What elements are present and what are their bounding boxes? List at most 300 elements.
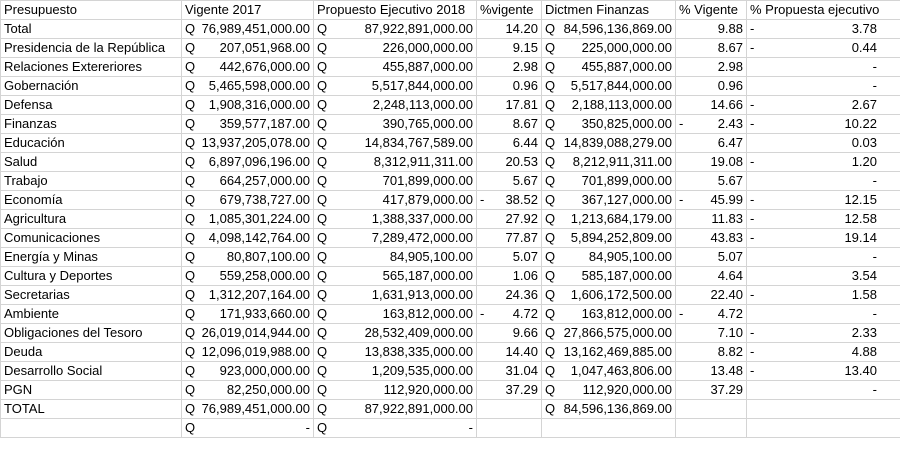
cell-vigente-2017[interactable]: [182, 39, 314, 58]
cell-dictamen-finanzas[interactable]: [542, 229, 676, 248]
currency-symbol: Q: [545, 287, 556, 302]
cell-pct-propuesta-ejecutivo[interactable]: [747, 153, 900, 172]
cell-pct-propuesta-ejecutivo[interactable]: [747, 381, 900, 400]
percent-value: 14.66: [710, 97, 743, 112]
amount-value: 87,922,891,000.00: [364, 401, 473, 416]
row-label: Energía y Minas: [4, 249, 98, 264]
cell-pct-vigente-dictamen[interactable]: [676, 305, 747, 324]
cell-pct-propuesta-ejecutivo[interactable]: [747, 267, 900, 286]
currency-symbol: Q: [317, 420, 328, 435]
cell-pct-vigente-dictamen[interactable]: [676, 324, 747, 343]
table-row: [1, 305, 900, 324]
cell-presupuesto[interactable]: [1, 362, 182, 381]
cell-pct-vigente-dictamen[interactable]: [676, 248, 747, 267]
cell-presupuesto[interactable]: [1, 343, 182, 362]
cell-vigente-2017[interactable]: [182, 153, 314, 172]
cell-propuesto-2018[interactable]: [314, 153, 477, 172]
cell-pct-vigente[interactable]: [477, 343, 542, 362]
sign-indicator: -: [750, 211, 755, 226]
cell-propuesto-2018[interactable]: [314, 229, 477, 248]
cell-pct-propuesta-ejecutivo[interactable]: [747, 39, 900, 58]
cell-pct-vigente[interactable]: [477, 210, 542, 229]
cell-pct-vigente-dictamen[interactable]: [676, 20, 747, 39]
currency-symbol: Q: [545, 135, 556, 150]
cell-pct-vigente-dictamen[interactable]: [676, 172, 747, 191]
cell-presupuesto[interactable]: [1, 134, 182, 153]
amount-value: 112,920,000.00: [582, 382, 672, 397]
cell-presupuesto[interactable]: [1, 172, 182, 191]
cell-propuesto-2018[interactable]: [314, 267, 477, 286]
cell-presupuesto[interactable]: [1, 191, 182, 210]
header-row: [1, 1, 900, 20]
amount-value: 5,517,844,000.00: [570, 78, 672, 93]
amount-value: 14,834,767,589.00: [364, 135, 473, 150]
cell-vigente-2017[interactable]: [182, 191, 314, 210]
percent-value: 4.72: [512, 306, 538, 321]
cell-vigente-2017[interactable]: [182, 267, 314, 286]
cell-presupuesto[interactable]: [1, 153, 182, 172]
cell-vigente-2017[interactable]: [182, 305, 314, 324]
cell-pct-vigente-dictamen[interactable]: [676, 286, 747, 305]
sign-indicator: -: [750, 40, 755, 55]
percent-value: 77.87: [505, 230, 538, 245]
cell-pct-vigente[interactable]: [477, 115, 542, 134]
currency-symbol: Q: [185, 40, 196, 55]
cell-pct-propuesta-ejecutivo[interactable]: [747, 96, 900, 115]
percent-value: -: [872, 306, 877, 321]
cell-pct-vigente[interactable]: [477, 39, 542, 58]
amount-value: 1,213,684,179.00: [570, 211, 672, 226]
cell-dictamen-finanzas[interactable]: [542, 153, 676, 172]
cell-pct-vigente[interactable]: [477, 77, 542, 96]
amount-value: 350,825,000.00: [581, 116, 672, 131]
cell-propuesto-2018[interactable]: [314, 134, 477, 153]
cell-presupuesto[interactable]: [1, 419, 182, 438]
cell-pct-vigente[interactable]: [477, 153, 542, 172]
cell-pct-vigente[interactable]: [477, 305, 542, 324]
cell-dictamen-finanzas[interactable]: [542, 77, 676, 96]
cell-propuesto-2018[interactable]: [314, 286, 477, 305]
cell-vigente-2017[interactable]: [182, 58, 314, 77]
cell-pct-vigente[interactable]: [477, 362, 542, 381]
percent-value: 7.10: [717, 325, 743, 340]
cell-propuesto-2018[interactable]: [314, 381, 477, 400]
cell-vigente-2017[interactable]: [182, 400, 314, 419]
cell-pct-propuesta-ejecutivo[interactable]: [747, 58, 900, 77]
cell-pct-propuesta-ejecutivo[interactable]: [747, 191, 900, 210]
currency-symbol: Q: [185, 249, 196, 264]
cell-pct-vigente[interactable]: [477, 324, 542, 343]
row-label: Defensa: [4, 97, 53, 112]
table-row: [1, 400, 900, 419]
percent-value: 13.48: [710, 363, 743, 378]
cell-propuesto-2018[interactable]: [314, 248, 477, 267]
sign-indicator: -: [750, 325, 755, 340]
cell-dictamen-finanzas[interactable]: [542, 210, 676, 229]
cell-dictamen-finanzas[interactable]: [542, 419, 676, 438]
currency-symbol: Q: [317, 287, 328, 302]
cell-propuesto-2018[interactable]: [314, 20, 477, 39]
cell-vigente-2017[interactable]: [182, 343, 314, 362]
currency-symbol: Q: [545, 97, 556, 112]
currency-symbol: Q: [185, 59, 196, 74]
currency-symbol: Q: [545, 401, 556, 416]
sign-indicator: -: [750, 363, 755, 378]
currency-symbol: Q: [545, 249, 556, 264]
cell-propuesto-2018[interactable]: [314, 115, 477, 134]
currency-symbol: Q: [317, 59, 328, 74]
table-row: [1, 39, 900, 58]
cell-pct-propuesta-ejecutivo[interactable]: [747, 20, 900, 39]
amount-value: 390,765,000.00: [382, 116, 473, 131]
amount-value: 8,312,911,311.00: [373, 154, 473, 169]
table-row: [1, 96, 900, 115]
sign-indicator: -: [750, 97, 755, 112]
header-cell-vigente-2017[interactable]: Vigente 2017: [182, 1, 314, 20]
cell-vigente-2017[interactable]: [182, 381, 314, 400]
cell-vigente-2017[interactable]: [182, 210, 314, 229]
cell-pct-vigente[interactable]: [477, 20, 542, 39]
cell-propuesto-2018[interactable]: [314, 191, 477, 210]
sign-indicator: -: [750, 192, 755, 207]
percent-value: 3.54: [851, 268, 877, 283]
cell-pct-vigente-dictamen[interactable]: [676, 267, 747, 286]
currency-symbol: Q: [185, 211, 196, 226]
cell-propuesto-2018[interactable]: [314, 305, 477, 324]
table-row: [1, 343, 900, 362]
cell-pct-propuesta-ejecutivo[interactable]: [747, 286, 900, 305]
amount-value: 87,922,891,000.00: [364, 21, 473, 36]
cell-propuesto-2018[interactable]: [314, 210, 477, 229]
cell-vigente-2017[interactable]: [182, 248, 314, 267]
percent-value: 43.83: [710, 230, 743, 245]
currency-symbol: Q: [185, 21, 196, 36]
currency-symbol: Q: [317, 249, 328, 264]
cell-propuesto-2018[interactable]: [314, 172, 477, 191]
sign-indicator: -: [750, 344, 755, 359]
cell-pct-vigente-dictamen[interactable]: [676, 381, 747, 400]
currency-symbol: Q: [545, 306, 556, 321]
cell-pct-vigente[interactable]: [477, 400, 542, 419]
cell-dictamen-finanzas[interactable]: [542, 400, 676, 419]
cell-dictamen-finanzas[interactable]: [542, 381, 676, 400]
amount-value: 80,807,100.00: [226, 249, 310, 264]
currency-symbol: Q: [545, 230, 556, 245]
cell-pct-propuesta-ejecutivo[interactable]: [747, 248, 900, 267]
cell-pct-vigente[interactable]: [477, 96, 542, 115]
cell-dictamen-finanzas[interactable]: [542, 191, 676, 210]
cell-pct-vigente-dictamen[interactable]: [676, 229, 747, 248]
cell-presupuesto[interactable]: [1, 39, 182, 58]
row-label: Economía: [4, 192, 63, 207]
amount-value: 5,894,252,809.00: [570, 230, 672, 245]
currency-symbol: Q: [185, 154, 196, 169]
cell-pct-propuesta-ejecutivo[interactable]: [747, 324, 900, 343]
amount-value: 1,312,207,164.00: [208, 287, 310, 302]
cell-propuesto-2018[interactable]: [314, 400, 477, 419]
cell-pct-vigente[interactable]: [477, 58, 542, 77]
cell-dictamen-finanzas[interactable]: [542, 267, 676, 286]
header-cell-dictamen-finanzas[interactable]: Dictmen Finanzas: [542, 1, 676, 20]
sign-indicator: -: [679, 116, 684, 131]
table-row: [1, 134, 900, 153]
amount-value: 4,098,142,764.00: [208, 230, 310, 245]
percent-value: 4.72: [717, 306, 743, 321]
cell-pct-propuesta-ejecutivo[interactable]: [747, 305, 900, 324]
percent-value: 2.98: [512, 59, 538, 74]
percent-value: 5.07: [512, 249, 538, 264]
percent-value: 4.64: [717, 268, 743, 283]
cell-propuesto-2018[interactable]: [314, 77, 477, 96]
cell-pct-propuesta-ejecutivo[interactable]: [747, 210, 900, 229]
cell-propuesto-2018[interactable]: [314, 96, 477, 115]
amount-value: 455,887,000.00: [581, 59, 672, 74]
amount-value: 13,162,469,885.00: [563, 344, 672, 359]
amount-value: 84,905,100.00: [389, 249, 473, 264]
cell-pct-vigente-dictamen[interactable]: [676, 134, 747, 153]
amount-value: 359,577,187.00: [219, 116, 310, 131]
table-row: [1, 191, 900, 210]
sign-indicator: -: [679, 306, 684, 321]
header-cell-pct-vigente-dictamen[interactable]: % Vigente: [676, 1, 747, 20]
cell-pct-vigente[interactable]: [477, 191, 542, 210]
cell-pct-vigente-dictamen[interactable]: [676, 153, 747, 172]
cell-propuesto-2018[interactable]: [314, 39, 477, 58]
cell-dictamen-finanzas[interactable]: [542, 134, 676, 153]
cell-pct-vigente-dictamen[interactable]: [676, 343, 747, 362]
header-cell-presupuesto[interactable]: Presupuesto: [1, 1, 182, 20]
cell-pct-vigente[interactable]: [477, 286, 542, 305]
cell-presupuesto[interactable]: [1, 210, 182, 229]
cell-pct-propuesta-ejecutivo[interactable]: [747, 172, 900, 191]
percent-value: 6.47: [717, 135, 743, 150]
cell-dictamen-finanzas[interactable]: [542, 248, 676, 267]
cell-pct-propuesta-ejecutivo[interactable]: [747, 229, 900, 248]
cell-vigente-2017[interactable]: [182, 229, 314, 248]
cell-pct-vigente-dictamen[interactable]: [676, 400, 747, 419]
table-row: [1, 381, 900, 400]
currency-symbol: Q: [185, 97, 196, 112]
header-cell-pct-propuesta-ejecutivo[interactable]: % Propuesta ejecutivo: [747, 1, 900, 20]
cell-vigente-2017[interactable]: [182, 77, 314, 96]
cell-propuesto-2018[interactable]: [314, 324, 477, 343]
cell-vigente-2017[interactable]: [182, 115, 314, 134]
currency-symbol: Q: [185, 401, 196, 416]
percent-value: 6.44: [512, 135, 538, 150]
cell-pct-vigente-dictamen[interactable]: [676, 210, 747, 229]
percent-value: 37.29: [505, 382, 538, 397]
cell-propuesto-2018[interactable]: [314, 58, 477, 77]
table-row: [1, 20, 900, 39]
currency-symbol: Q: [317, 40, 328, 55]
amount-value: 14,839,088,279.00: [563, 135, 672, 150]
cell-presupuesto[interactable]: [1, 400, 182, 419]
cell-dictamen-finanzas[interactable]: [542, 362, 676, 381]
currency-symbol: Q: [317, 192, 328, 207]
cell-pct-propuesta-ejecutivo[interactable]: [747, 419, 900, 438]
amount-value: -: [305, 420, 310, 435]
cell-pct-vigente[interactable]: [477, 229, 542, 248]
cell-pct-vigente[interactable]: [477, 419, 542, 438]
cell-pct-vigente[interactable]: [477, 134, 542, 153]
sign-indicator: -: [750, 154, 755, 169]
header-cell-pct-vigente[interactable]: %vigente: [477, 1, 542, 20]
cell-presupuesto[interactable]: [1, 381, 182, 400]
currency-symbol: Q: [317, 173, 328, 188]
cell-vigente-2017[interactable]: [182, 134, 314, 153]
cell-pct-propuesta-ejecutivo[interactable]: [747, 400, 900, 419]
table-row: [1, 324, 900, 343]
cell-vigente-2017[interactable]: [182, 96, 314, 115]
percent-value: 9.66: [512, 325, 538, 340]
cell-pct-vigente-dictamen[interactable]: [676, 362, 747, 381]
cell-presupuesto[interactable]: [1, 286, 182, 305]
percent-value: 2.43: [717, 116, 743, 131]
cell-dictamen-finanzas[interactable]: [542, 172, 676, 191]
percent-value: 8.82: [717, 344, 743, 359]
percent-value: 31.04: [505, 363, 538, 378]
amount-value: 12,096,019,988.00: [201, 344, 310, 359]
currency-symbol: Q: [317, 230, 328, 245]
amount-value: 8,212,911,311.00: [572, 154, 672, 169]
cell-presupuesto[interactable]: [1, 77, 182, 96]
percent-value: 5.67: [512, 173, 538, 188]
cell-propuesto-2018[interactable]: [314, 343, 477, 362]
cell-dictamen-finanzas[interactable]: [542, 324, 676, 343]
currency-symbol: Q: [317, 382, 328, 397]
cell-presupuesto[interactable]: [1, 58, 182, 77]
currency-symbol: Q: [545, 211, 556, 226]
cell-vigente-2017[interactable]: [182, 324, 314, 343]
percent-value: 5.67: [717, 173, 743, 188]
currency-symbol: Q: [185, 382, 196, 397]
cell-presupuesto[interactable]: [1, 324, 182, 343]
cell-pct-vigente[interactable]: [477, 267, 542, 286]
percent-value: 10.22: [844, 116, 877, 131]
cell-pct-propuesta-ejecutivo[interactable]: [747, 362, 900, 381]
cell-dictamen-finanzas[interactable]: [542, 20, 676, 39]
row-label: Salud: [4, 154, 38, 169]
currency-symbol: Q: [545, 173, 556, 188]
cell-presupuesto[interactable]: [1, 115, 182, 134]
cell-pct-vigente[interactable]: [477, 248, 542, 267]
cell-dictamen-finanzas[interactable]: [542, 96, 676, 115]
amount-value: 226,000,000.00: [382, 40, 473, 55]
cell-pct-vigente-dictamen[interactable]: [676, 96, 747, 115]
cell-dictamen-finanzas[interactable]: [542, 343, 676, 362]
currency-symbol: Q: [317, 344, 328, 359]
percent-value: -: [872, 173, 877, 188]
cell-dictamen-finanzas[interactable]: [542, 286, 676, 305]
cell-pct-vigente[interactable]: [477, 172, 542, 191]
cell-pct-propuesta-ejecutivo[interactable]: [747, 134, 900, 153]
sign-indicator: -: [480, 306, 485, 321]
cell-propuesto-2018[interactable]: [314, 419, 477, 438]
currency-symbol: Q: [545, 40, 556, 55]
cell-pct-vigente-dictamen[interactable]: [676, 419, 747, 438]
percent-value: 38.52: [505, 192, 538, 207]
percent-value: 24.36: [505, 287, 538, 302]
cell-dictamen-finanzas[interactable]: [542, 39, 676, 58]
amount-value: 1,631,913,000.00: [371, 287, 473, 302]
currency-symbol: Q: [317, 21, 328, 36]
percent-value: 11.83: [711, 211, 743, 226]
currency-symbol: Q: [185, 268, 196, 283]
cell-presupuesto[interactable]: [1, 248, 182, 267]
amount-value: 367,127,000.00: [581, 192, 672, 207]
currency-symbol: Q: [317, 78, 328, 93]
row-label: Ambiente: [4, 306, 59, 321]
currency-symbol: Q: [185, 420, 196, 435]
sign-indicator: -: [679, 192, 684, 207]
percent-value: 22.40: [710, 287, 743, 302]
currency-symbol: Q: [545, 78, 556, 93]
currency-symbol: Q: [545, 59, 556, 74]
cell-pct-vigente-dictamen[interactable]: [676, 77, 747, 96]
cell-vigente-2017[interactable]: [182, 362, 314, 381]
amount-value: 5,465,598,000.00: [208, 78, 310, 93]
amount-value: 26,019,014,944.00: [201, 325, 310, 340]
currency-symbol: Q: [317, 268, 328, 283]
currency-symbol: Q: [185, 78, 196, 93]
cell-pct-vigente-dictamen[interactable]: [676, 191, 747, 210]
cell-presupuesto[interactable]: [1, 96, 182, 115]
cell-pct-vigente[interactable]: [477, 381, 542, 400]
cell-vigente-2017[interactable]: [182, 20, 314, 39]
cell-pct-propuesta-ejecutivo[interactable]: [747, 115, 900, 134]
sign-indicator: -: [750, 230, 755, 245]
percent-value: 13.40: [844, 363, 877, 378]
percent-value: 20.53: [505, 154, 538, 169]
cell-pct-vigente-dictamen[interactable]: [676, 115, 747, 134]
amount-value: 1,388,337,000.00: [371, 211, 473, 226]
currency-symbol: Q: [185, 192, 196, 207]
currency-symbol: Q: [185, 344, 196, 359]
cell-vigente-2017[interactable]: [182, 286, 314, 305]
currency-symbol: Q: [317, 325, 328, 340]
cell-presupuesto[interactable]: [1, 305, 182, 324]
amount-value: 7,289,472,000.00: [371, 230, 473, 245]
cell-pct-vigente-dictamen[interactable]: [676, 58, 747, 77]
row-label: Relaciones Extereriores: [4, 59, 143, 74]
cell-dictamen-finanzas[interactable]: [542, 115, 676, 134]
cell-dictamen-finanzas[interactable]: [542, 305, 676, 324]
amount-value: 84,596,136,869.00: [563, 401, 672, 416]
row-label: Finanzas: [4, 116, 57, 131]
currency-symbol: Q: [545, 154, 556, 169]
currency-symbol: Q: [545, 192, 556, 207]
cell-pct-propuesta-ejecutivo[interactable]: [747, 77, 900, 96]
cell-vigente-2017[interactable]: [182, 172, 314, 191]
cell-presupuesto[interactable]: [1, 20, 182, 39]
cell-vigente-2017[interactable]: [182, 419, 314, 438]
cell-presupuesto[interactable]: [1, 229, 182, 248]
header-cell-propuesto-ejecutivo-2018[interactable]: Propuesto Ejecutivo 2018: [314, 1, 477, 20]
row-label: Total: [4, 21, 32, 36]
cell-pct-propuesta-ejecutivo[interactable]: [747, 343, 900, 362]
amount-value: 207,051,968.00: [219, 40, 310, 55]
cell-presupuesto[interactable]: [1, 267, 182, 286]
amount-value: 27,866,575,000.00: [563, 325, 672, 340]
cell-propuesto-2018[interactable]: [314, 362, 477, 381]
cell-dictamen-finanzas[interactable]: [542, 58, 676, 77]
percent-value: 8.67: [717, 40, 743, 55]
percent-value: -: [872, 78, 877, 93]
amount-value: 163,812,000.00: [581, 306, 672, 321]
table-row: [1, 286, 900, 305]
cell-pct-vigente-dictamen[interactable]: [676, 39, 747, 58]
sign-indicator: -: [750, 21, 755, 36]
